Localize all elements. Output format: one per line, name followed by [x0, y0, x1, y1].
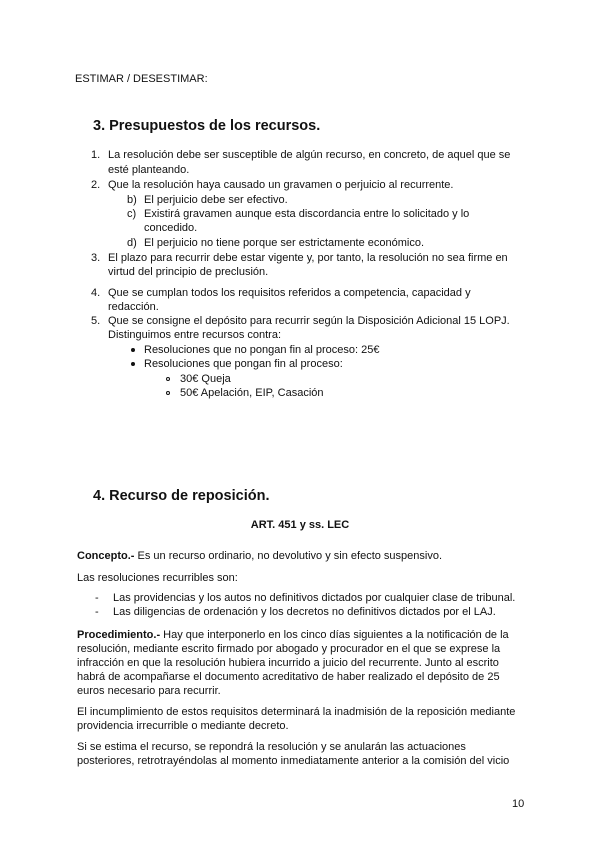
hollow-bullet-icon: [166, 391, 170, 395]
procedimiento-line-3: infracción en que la resolución hubiera incurrido a juicio del recurrente. Junto al escrito: [77, 657, 499, 669]
item-4-line-1: Que se cumplan todos los requisitos referidos a competencia, capacidad y: [108, 287, 471, 299]
item-3-number: 3.: [91, 252, 101, 264]
estima-line-2: posteriores, retrotrayéndolas al momento inmediatamente anterior a la comisión del vicio: [77, 755, 510, 767]
subbullet-1-text: 30€ Queja: [180, 373, 231, 385]
item-2-line-1: Que la resolución haya causado un gravamen o perjuicio al recurrente.: [108, 179, 454, 191]
item-1-line-2: esté planteando.: [108, 164, 190, 176]
procedimiento-label: Procedimiento.-: [77, 629, 161, 641]
item-5-number: 5.: [91, 315, 101, 327]
subitem-c-letter: c): [127, 208, 137, 220]
header-label: ESTIMAR / DESESTIMAR:: [75, 73, 208, 85]
subitem-d-line-1: El perjuicio no tiene porque ser estrictamente económico.: [144, 237, 425, 249]
estima-line-1: Si se estima el recurso, se repondrá la resolución y se anularán las actuaciones: [77, 741, 466, 753]
bullet-icon: [131, 348, 135, 352]
recurribles-intro: Las resoluciones recurribles son:: [77, 572, 238, 584]
dash-icon: -: [95, 592, 99, 604]
procedimiento-text: Hay que interponerlo en los cinco días siguientes a la notificación de la: [160, 629, 509, 641]
concepto-paragraph: [77, 549, 442, 563]
subitem-c-line-1: Existirá gravamen aunque esta discordancia entre lo solicitado y lo: [144, 208, 470, 220]
page-number: 10: [512, 798, 525, 810]
bullet-1-text: Resoluciones que no pongan fin al proceso: 25€: [144, 344, 380, 356]
concepto-text: Es un recurso ordinario, no devolutivo y sin efecto suspensivo.: [134, 550, 443, 562]
item-3-line-2: virtud del principio de preclusión.: [108, 266, 269, 278]
dash-item-1: Las providencias y los autos no definitivos dictados por cualquier clase de tribunal.: [113, 592, 516, 604]
section-3-heading: 3. Presupuestos de los recursos.: [93, 118, 321, 134]
concepto-label: Concepto.-: [77, 550, 135, 562]
bullet-2-text: Resoluciones que pongan fin al proceso:: [144, 358, 343, 370]
dash-icon: -: [95, 606, 99, 618]
dash-item-2: Las diligencias de ordenación y los decretos no definitivos dictados por el LAJ.: [113, 606, 496, 618]
item-5-line-1: Que se consigne el depósito para recurrir según la Disposición Adicional 15 LOPJ.: [108, 315, 510, 327]
subitem-c-line-2: concedido.: [144, 222, 198, 234]
incumplimiento-line-2: providencia irrecurrible o mediante decreto.: [77, 720, 289, 732]
procedimiento-line-4: habrá de acompañarse el documento acreditativo de haber realizado el depósito de 25: [77, 671, 500, 683]
hollow-bullet-icon: [166, 377, 170, 381]
item-3-line-1: El plazo para recurrir debe estar vigente y, por tanto, la resolución no sea firme en: [108, 252, 508, 264]
procedimiento-line-1: [77, 628, 509, 642]
item-4-number: 4.: [91, 287, 101, 299]
section-4-heading: 4. Recurso de reposición.: [93, 488, 270, 504]
subitem-b-line-1: El perjuicio debe ser efectivo.: [144, 194, 288, 206]
bullet-icon: [131, 362, 135, 366]
subbullet-2-text: 50€ Apelación, EIP, Casación: [180, 387, 324, 399]
item-5-line-2: Distinguimos entre recursos contra:: [108, 329, 282, 341]
procedimiento-line-2: resolución, mediante escrito firmado por abogado y procurador en el que se exprese la: [77, 643, 501, 655]
item-4-line-2: redacción.: [108, 301, 159, 313]
article-reference: ART. 451 y ss. LEC: [250, 519, 350, 531]
subitem-b-letter: b): [127, 194, 137, 206]
incumplimiento-line-1: El incumplimiento de estos requisitos determinará la inadmisión de la reposición mediante: [77, 706, 516, 718]
item-1-number: 1.: [91, 149, 101, 161]
item-1-line-1: La resolución debe ser susceptible de algún recurso, en concreto, de aquel que se: [108, 149, 511, 161]
procedimiento-line-5: euros necesario para recurrir.: [77, 685, 221, 697]
subitem-d-letter: d): [127, 237, 137, 249]
item-2-number: 2.: [91, 179, 101, 191]
